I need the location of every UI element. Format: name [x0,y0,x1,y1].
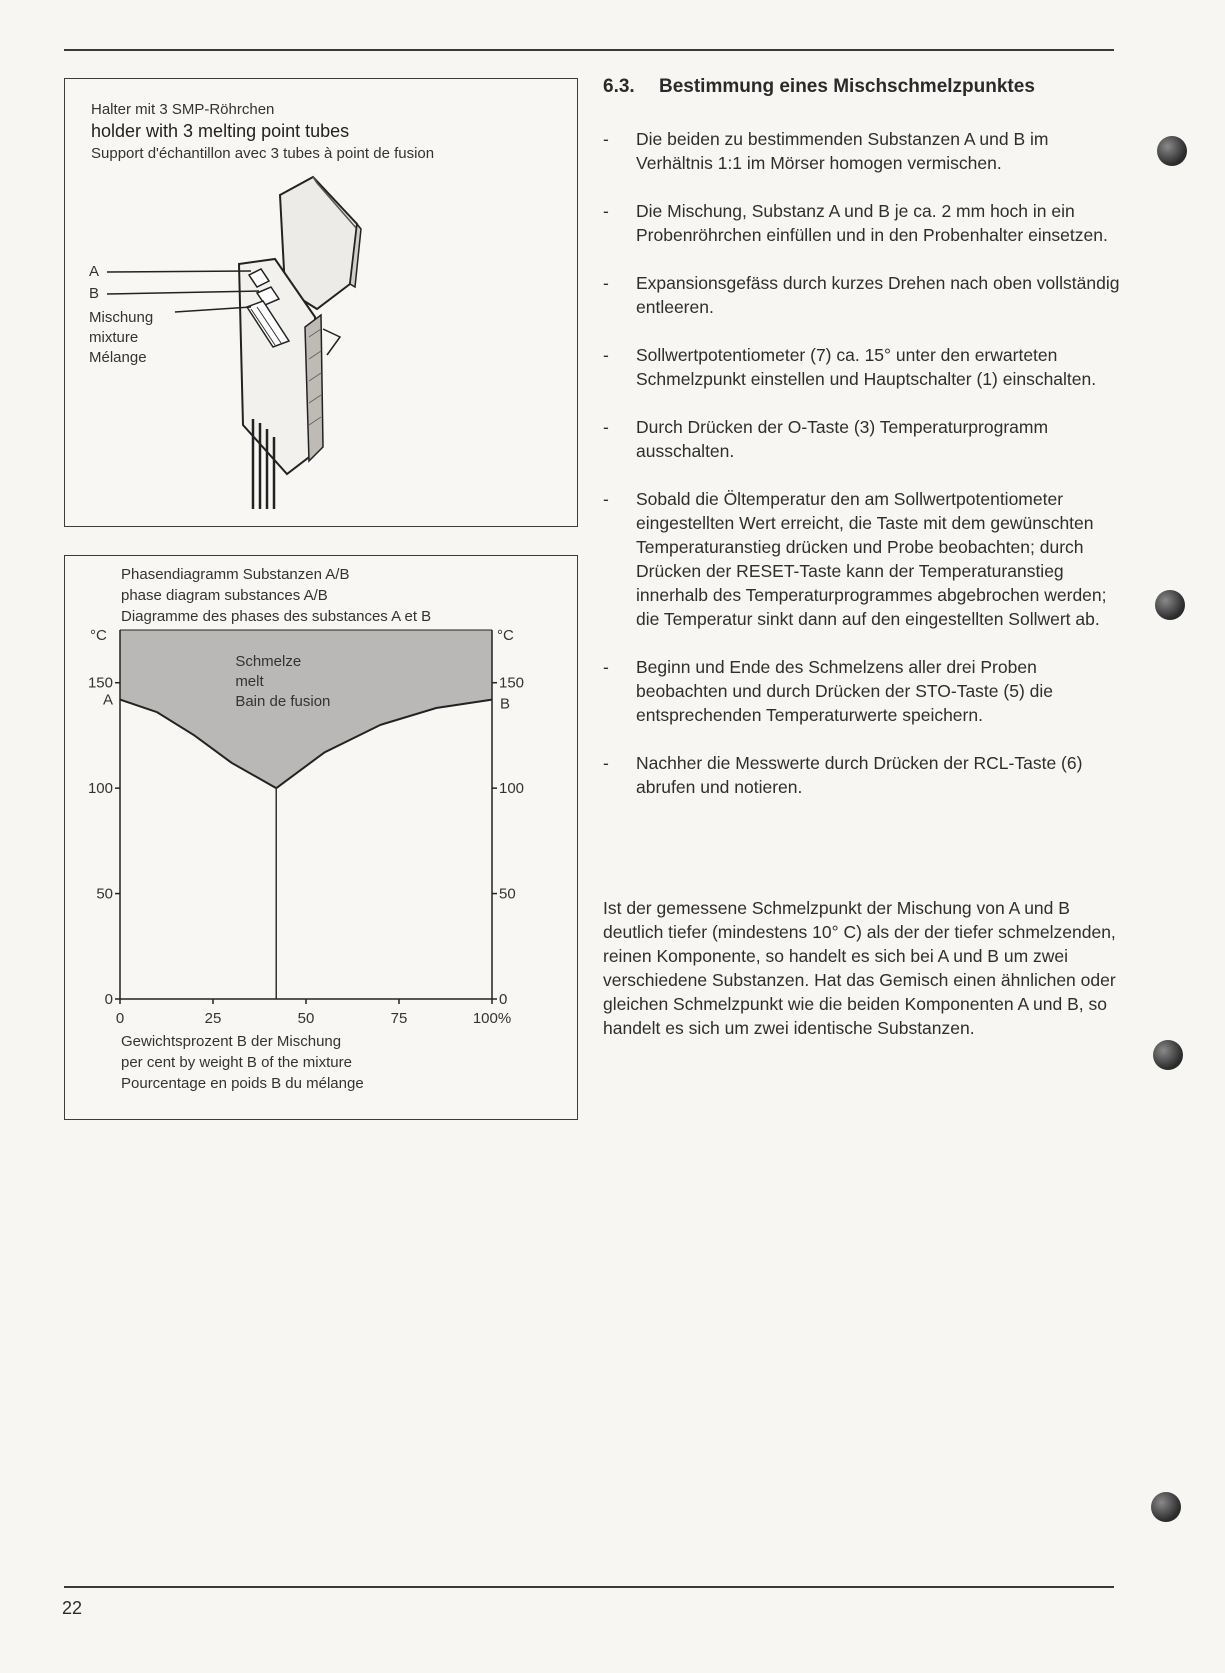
chart-subtitle-en: phase diagram substances A/B [121,587,328,604]
region-label-en: melt [235,673,264,690]
region-label-fr: Bain de fusion [235,693,331,710]
leader-a [107,271,251,272]
conclusion-paragraph: Ist der gemessene Schmelzpunkt der Mischung von A und B deutlich tiefer (mindestens 10° C) als der der tiefer schmelzenden, reinen Komponente, so handelt es sich bei A und B um zwei verschiedene Substanzen. Hat das Gemisch einen ähnlichen oder gleichen Schmelzpunkt wie die beiden Komponenten A und B, so handelt es sich um zwei identische Substanzen. [603,898,1116,1038]
region-label-de: Schmelze [235,653,302,670]
list-item: - Nachher die Messwerte durch Drücken der RCL-Taste (6) abrufen und notieren. [603,753,1083,797]
chart-subtitle-fr: Diagramme des phases des substances A et B [121,608,432,625]
y-tick-label-left: 150 [87,674,113,692]
endpoint-label-a: A [102,691,113,709]
x-axis-label-fr: Pourcentage en poids B du mélange [121,1075,364,1092]
x-axis-label-en: per cent by weight B of the mixture [121,1054,352,1071]
y-unit-left: °C [90,627,107,644]
punch-hole [1157,136,1187,166]
x-axis-label-de: Gewichtsprozent B der Mischung [121,1033,342,1050]
x-tick-label: 0 [115,1010,125,1027]
punch-hole [1155,590,1185,620]
y-unit-right: °C [497,627,514,644]
figure-phase-diagram [64,555,578,1120]
holder-illustration [65,79,577,526]
section-heading [603,76,1035,98]
y-tick-label-left: 0 [104,991,113,1008]
punch-hole [1153,1040,1183,1070]
section-number: 6.3. [603,76,635,97]
list-item: - Beginn und Ende des Schmelzens aller drei Proben beobachten und durch Drücken der STO-Taste (5) die entsprechenden Temperaturwerte speichern. [603,657,1053,725]
bottom-rule [64,1586,1114,1588]
list-item: - Sollwertpotentiometer (7) ca. 15° unter den erwarteten Schmelzpunkt einstellen und Hauptschalter (1) einschalten. [603,345,1097,389]
x-tick-label: 25 [204,1010,222,1027]
top-rule [64,49,1114,51]
caption-en: holder with 3 melting point tubes [91,121,350,141]
list-item: - Expansionsgefäss durch kurzes Drehen nach oben vollständig entleeren. [603,273,1120,317]
y-tick-label-right: 100 [499,780,525,798]
y-tick-label-left: 100 [87,780,113,798]
list-item: - Die Mischung, Substanz A und B je ca. 2 mm hoch in ein Probenröhrchen einfüllen und in den Probenhalter einsetzen. [603,201,1108,245]
chart-title: Phasendiagramm Substanzen A/B [121,566,350,583]
x-tick-label: 75 [390,1010,408,1027]
y-tick-label-right: 0 [499,991,508,1008]
caption-de: Halter mit 3 SMP-Röhrchen [91,101,275,118]
x-tick-label: 100% [472,1010,512,1027]
x-axis-label-block [121,1031,364,1094]
list-item: - Durch Drücken der O-Taste (3) Temperaturprogramm ausschalten. [603,417,1049,461]
punch-hole [1151,1492,1181,1522]
endpoint-label-b: B [500,695,511,713]
leader-b [107,291,259,294]
section-title: Bestimmung eines Mischschmelzpunktes [659,76,1035,97]
instruction-list [603,127,1123,823]
y-tick-label-right: 50 [499,885,516,903]
list-item: - Die beiden zu bestimmenden Substanzen A und B im Verhältnis 1:1 im Mörser homogen vermischen. [603,129,1049,173]
figure-sample-holder [64,78,578,527]
page-number: 22 [62,1598,83,1618]
label-mixture: Mischung mixture Mélange [89,309,154,366]
list-item: - Sobald die Öltemperatur den am Sollwertpotentiometer eingestellten Wert erreicht, die Taste mit dem gewünschten Temperaturanstieg drücken und Probe beobachten; durch Drücken der RESET-Taste kann der Temperaturanstieg innerhalb des Temperaturprogrammes abgebrochen werden; die Temperatur sinkt dann auf den eingestellten Sollwert ab. [603,489,1107,629]
label-a: A [89,263,100,280]
y-tick-label-right: 150 [499,674,525,692]
y-tick-label-left: 50 [96,885,113,903]
x-tick-label: 50 [297,1010,315,1027]
caption-fr: Support d'échantillon avec 3 tubes à point de fusion [91,145,435,162]
label-b: B [89,285,100,302]
